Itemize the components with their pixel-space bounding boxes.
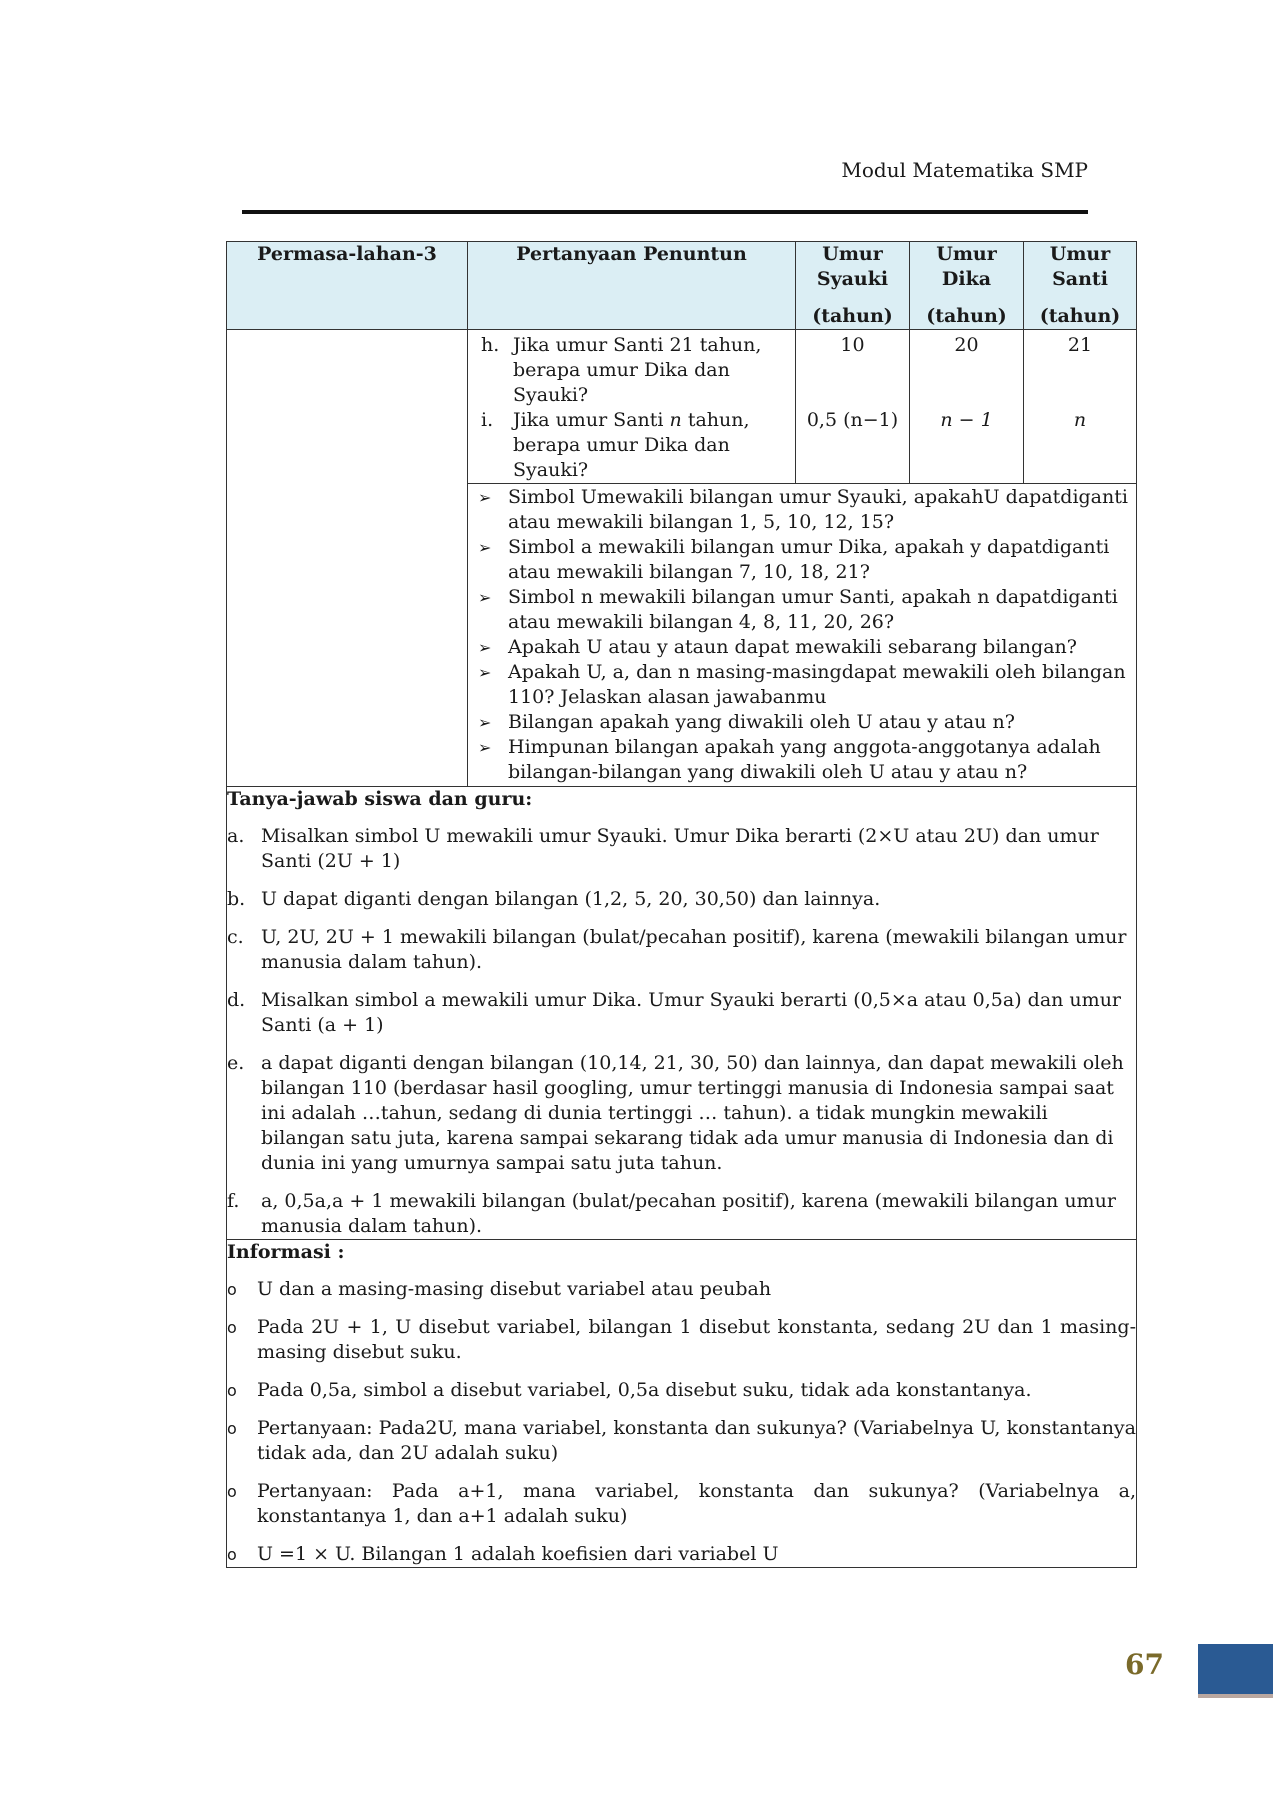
section-title: Tanya-jawab siswa dan guru: [227, 788, 533, 810]
circle-bullet-icon: o [227, 1280, 237, 1299]
circle-bullet-icon: o [227, 1318, 237, 1337]
list-item: ➢ Himpunan bilangan apakah yang anggota-anggotanya adalah bilangan-bilangan yang diwakili oleh U atau y atau n? [478, 736, 1101, 783]
syauki-value: 10 [796, 330, 910, 409]
header-pertanyaan-penuntun: Pertanyaan Penuntun [468, 242, 796, 330]
arrow-bullet-icon: ➢ [478, 588, 492, 607]
circle-bullet-icon: o [227, 1482, 237, 1501]
arrow-bullet-icon: ➢ [478, 713, 492, 732]
list-item: ➢ Simbol Umewakili bilangan umur Syauki, apakahU dapatdiganti atau mewakili bilangan 1, 5, 10, 12, 15? [478, 486, 1128, 533]
syauki-value: 0,5 (n−1) [796, 408, 910, 484]
santi-value: 21 [1024, 330, 1137, 409]
arrow-bullet-icon: ➢ [478, 538, 492, 557]
list-item: b. U dapat diganti dengan bilangan (1,2, 5, 20, 30,50) dan lainnya. [227, 888, 881, 910]
tanya-jawab-row [227, 787, 1137, 1240]
question-h: h. Jika umur Santi 21 tahun, berapa umur Dika dan Syauki? [468, 330, 796, 409]
empty-permasalahan-cell [227, 330, 468, 787]
section-title: Informasi : [227, 1241, 345, 1263]
header-rule [242, 210, 1088, 214]
question-row-h [227, 330, 1137, 409]
guiding-bullets [468, 484, 1137, 787]
table-header-row [227, 242, 1137, 330]
dika-value: n − 1 [910, 408, 1024, 484]
arrow-bullet-icon: ➢ [478, 488, 492, 507]
header-umur-dika: Umur Dika (tahun) [910, 242, 1024, 330]
circle-bullet-icon: o [227, 1381, 237, 1400]
list-item: ➢ Simbol a mewakili bilangan umur Dika, apakah y dapatdiganti atau mewakili bilangan 7, 10, 18, 21? [478, 536, 1110, 583]
header-permasalahan: Permasa-lahan-3 [227, 242, 468, 330]
dika-value: 20 [910, 330, 1024, 409]
list-item: o U =1 × U. Bilangan 1 adalah koefisien dari variabel U [227, 1543, 779, 1565]
arrow-bullet-icon: ➢ [478, 638, 492, 657]
list-item: c. U, 2U, 2U + 1 mewakili bilangan (bulat/pecahan positif), karena (mewakili bilangan umur manusia dalam tahun). [227, 926, 1127, 973]
list-item: ➢ Bilangan apakah yang diwakili oleh U atau y atau n? [478, 711, 1015, 733]
list-item: ➢ Simbol n mewakili bilangan umur Santi, apakah n dapatdiganti atau mewakili bilangan 4, 8, 11, 20, 26? [478, 586, 1118, 633]
running-header: Modul Matematika SMP [841, 158, 1088, 182]
list-item: e. a dapat diganti dengan bilangan (10,14, 21, 30, 50) dan lainnya, dan dapat mewakili oleh bilangan 110 (berdasar hasil googling, umur tertinggi manusia di Indonesia sampai saat ini adalah …tahun, sedang di dunia tertinggi … tahun). a tidak mungkin mewakili bilangan satu juta, karena sampai sekarang tidak ada umur manusia di Indonesia dan di dunia ini yang umurnya sampai satu juta tahun. [227, 1052, 1124, 1174]
informasi-section [227, 1240, 1137, 1568]
circle-bullet-icon: o [227, 1419, 237, 1438]
unit-label: (tahun) [812, 305, 893, 327]
page-number: 67 [1125, 1648, 1164, 1681]
list-item: o Pada 0,5a, simbol a disebut variabel, 0,5a disebut suku, tidak ada konstantanya. [227, 1379, 1032, 1401]
list-item: ➢ Apakah U atau y ataun dapat mewakili sebarang bilangan? [478, 636, 1077, 658]
list-item: d. Misalkan simbol a mewakili umur Dika. Umur Syauki berarti (0,5×a atau 0,5a) dan umur Santi (a + 1) [227, 989, 1122, 1036]
unit-label: (tahun) [926, 305, 1007, 327]
unit-label: (tahun) [1039, 305, 1121, 327]
arrow-bullet-icon: ➢ [478, 663, 492, 682]
santi-value: n [1024, 408, 1137, 484]
list-item: o Pertanyaan: Pada a+1, mana variabel, konstanta dan sukunya? (Variabelnya a, konstantanya 1, dan a+1 adalah suku) [227, 1480, 1136, 1527]
list-item: o Pertanyaan: Pada2U, mana variabel, konstanta dan sukunya? (Variabelnya U, konstantanya tidak ada, dan 2U adalah suku) [227, 1417, 1136, 1464]
list-item: f. a, 0,5a,a + 1 mewakili bilangan (bulat/pecahan positif), karena (mewakili bilangan umur manusia dalam tahun). [227, 1190, 1116, 1237]
header-umur-santi: Umur Santi (tahun) [1024, 242, 1137, 330]
lesson-table [226, 241, 1137, 1568]
page-tab-decoration [1198, 1644, 1273, 1698]
arrow-bullet-icon: ➢ [478, 738, 492, 757]
list-item: o Pada 2U + 1, U disebut variabel, bilangan 1 disebut konstanta, sedang 2U dan 1 masing-masing disebut suku. [227, 1316, 1136, 1363]
tanya-jawab-section [227, 787, 1137, 1240]
question-i: i. Jika umur Santi n tahun, berapa umur Dika dan Syauki? [468, 408, 796, 484]
list-item: a. Misalkan simbol U mewakili umur Syauki. Umur Dika berarti (2×U atau 2U) dan umur Santi (2U + 1) [227, 825, 1099, 872]
circle-bullet-icon: o [227, 1545, 237, 1564]
list-item: o U dan a masing-masing disebut variabel atau peubah [227, 1278, 772, 1300]
header-umur-syauki: Umur Syauki (tahun) [796, 242, 910, 330]
list-item: ➢ Apakah U, a, dan n masing-masingdapat mewakili oleh bilangan 110? Jelaskan alasan jawabanmu [478, 661, 1126, 708]
informasi-row [227, 1240, 1137, 1568]
